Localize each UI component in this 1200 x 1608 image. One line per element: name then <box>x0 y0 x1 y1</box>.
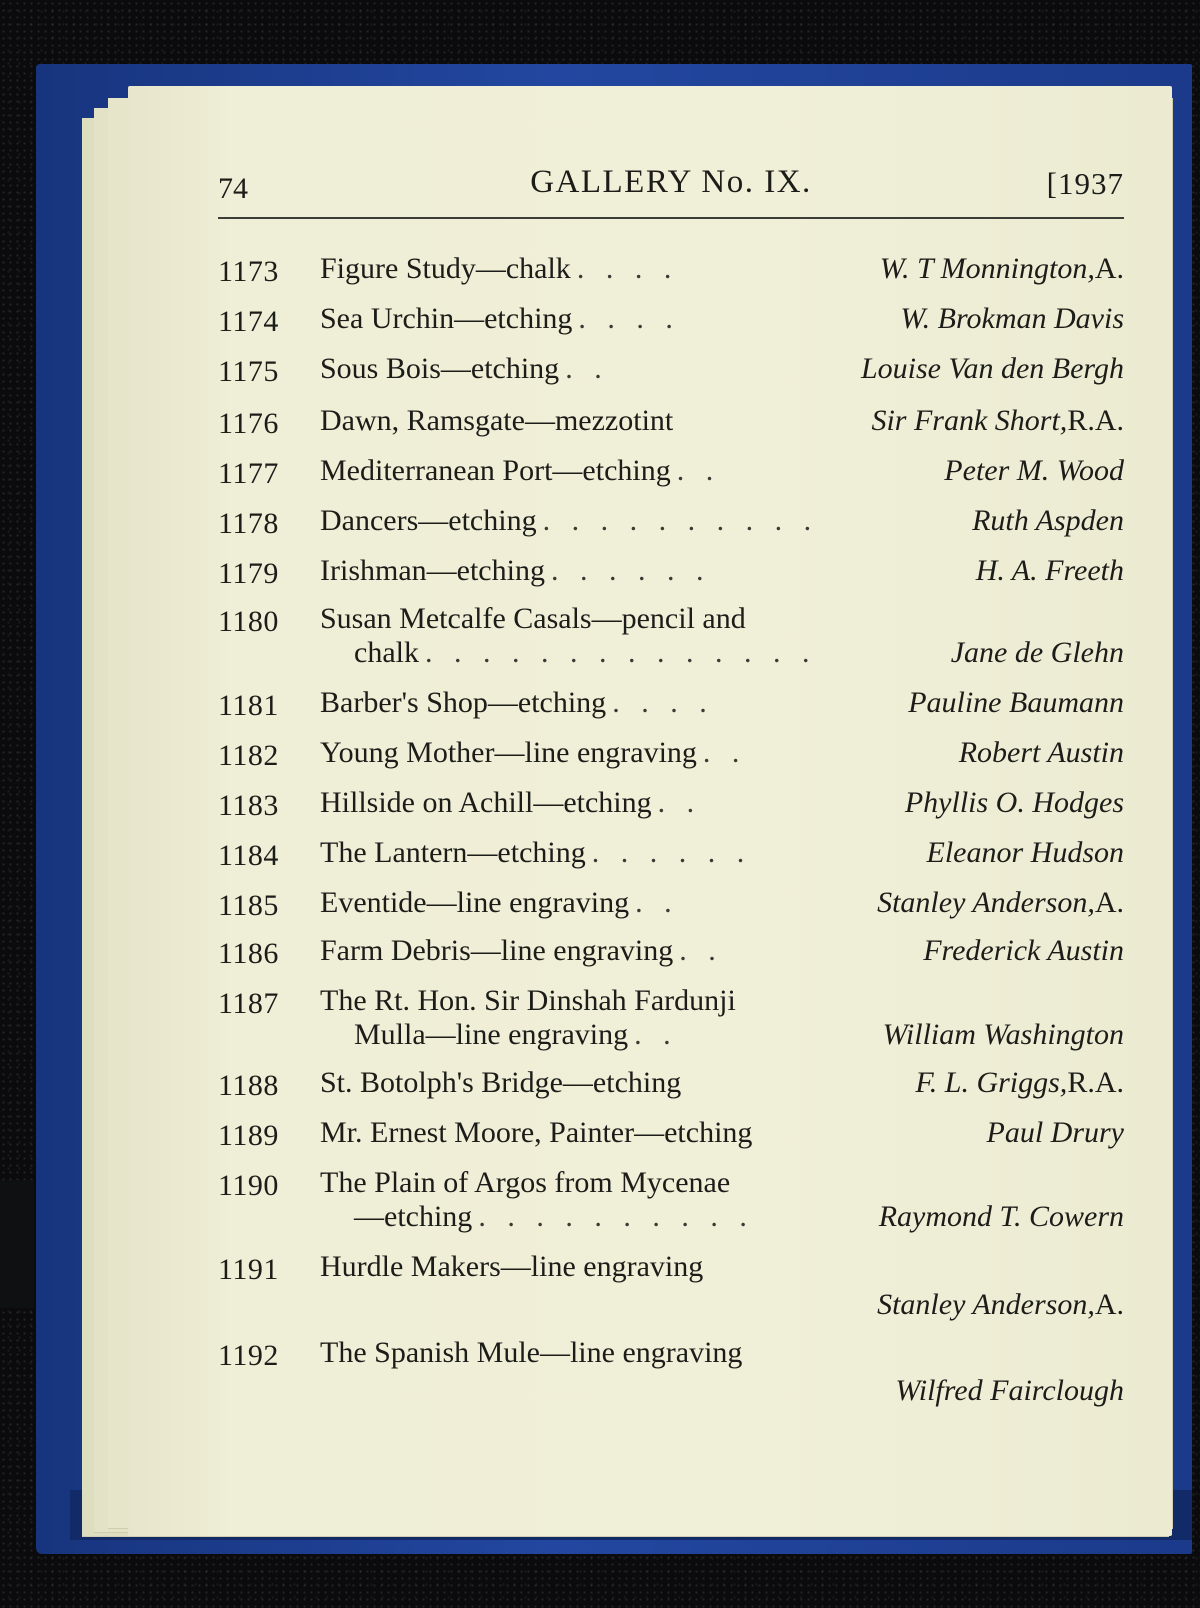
catalogue-entry <box>218 836 1124 870</box>
entry-artist: Louise Van den Bergh <box>860 352 1124 385</box>
entry-title: Figure Study—chalk <box>320 252 571 285</box>
entry-title: Susan Metcalfe Casals—pencil and <box>320 602 746 635</box>
catalogue-entry <box>218 984 1124 1052</box>
dot-leader: . . <box>702 736 747 769</box>
entry-artist: F. L. Griggs, <box>915 1066 1068 1099</box>
catalogue-entry <box>218 602 1124 670</box>
artist-distinction: A. <box>1094 1288 1124 1321</box>
entry-artist: Sir Frank Short, <box>871 404 1068 437</box>
entry-artist: Pauline Baumann <box>908 686 1124 719</box>
entry-artist: H. A. Freeth <box>975 554 1124 587</box>
dot-leader: . . <box>635 886 679 919</box>
entry-number: 1177 <box>218 457 279 490</box>
catalogue-entry <box>218 1250 1124 1322</box>
catalogue-entry <box>218 1336 1124 1408</box>
binding-strap <box>0 1180 34 1308</box>
entry-title: The Spanish Mule—line engraving <box>320 1336 743 1369</box>
header-rule <box>218 217 1124 219</box>
catalogue-entry <box>218 404 1124 438</box>
entry-title-continued: chalk <box>354 636 419 669</box>
catalogue-entry <box>218 934 1124 968</box>
entry-title: Irishman—etching <box>320 554 545 587</box>
entry-number: 1182 <box>218 739 279 772</box>
entry-title: Sea Urchin—etching <box>320 302 573 335</box>
entry-title: Mr. Ernest Moore, Painter—etching <box>320 1116 753 1149</box>
dot-leader: . . . . . . <box>591 836 752 869</box>
catalogue-page <box>128 86 1172 1536</box>
entry-number: 1173 <box>218 255 279 288</box>
catalogue-year: [1937 <box>1046 166 1124 201</box>
entry-title-continued: —etching <box>354 1200 473 1233</box>
entry-number: 1180 <box>218 605 279 638</box>
dot-leader: . . . . . . . . . . <box>478 1200 754 1233</box>
catalogue-entry <box>218 686 1124 720</box>
catalogue-entry <box>218 352 1124 386</box>
entry-artist: Wilfred Fairclough <box>895 1374 1124 1407</box>
artist-distinction: R.A. <box>1067 404 1124 437</box>
entry-artist: Phyllis O. Hodges <box>904 786 1124 819</box>
entry-artist: W. Brokman Davis <box>900 302 1124 335</box>
entry-artist: Frederick Austin <box>923 934 1124 967</box>
entry-number: 1184 <box>218 839 279 872</box>
entry-title: Hurdle Makers—line engraving <box>320 1250 704 1283</box>
entry-number: 1192 <box>218 1339 279 1372</box>
entry-title-continued: Mulla—line engraving <box>354 1018 629 1051</box>
entry-artist: W. T Monnington, <box>879 252 1095 285</box>
entry-title: St. Botolph's Bridge—etching <box>320 1066 682 1099</box>
catalogue-entry <box>218 786 1124 820</box>
dot-leader: . . <box>679 934 723 967</box>
artist-distinction: A. <box>1094 252 1124 285</box>
entry-title: Sous Bois—etching <box>320 352 560 385</box>
dot-leader: . . . . <box>578 302 680 335</box>
entry-title: Dawn, Ramsgate—mezzotint <box>320 404 674 437</box>
entry-title: Barber's Shop—etching <box>320 686 607 719</box>
catalogue-entry <box>218 736 1124 770</box>
entry-number: 1179 <box>218 557 279 590</box>
catalogue-entry <box>218 1166 1124 1234</box>
entry-artist: Ruth Aspden <box>972 504 1124 537</box>
entry-number: 1186 <box>218 937 279 970</box>
entry-artist: William Washington <box>882 1018 1124 1051</box>
entry-title: Young Mother—line engraving <box>320 736 697 769</box>
entry-artist: Eleanor Hudson <box>926 836 1124 869</box>
entry-artist: Robert Austin <box>958 736 1124 769</box>
entry-title: The Rt. Hon. Sir Dinshah Fardunji <box>320 984 736 1017</box>
entry-title: The Lantern—etching <box>320 836 586 869</box>
entry-artist: Jane de Glehn <box>950 636 1124 669</box>
catalogue-entry <box>218 302 1124 336</box>
catalogue-entry <box>218 1116 1124 1150</box>
entry-number: 1181 <box>218 689 279 722</box>
entry-number: 1190 <box>218 1169 279 1202</box>
dot-leader: . . . . <box>612 686 714 719</box>
artist-distinction: R.A. <box>1067 1066 1124 1099</box>
entry-artist: Peter M. Wood <box>944 454 1124 487</box>
dot-leader: . . <box>676 454 721 487</box>
entry-number: 1187 <box>218 987 279 1020</box>
entry-title: Hillside on Achill—etching <box>320 786 652 819</box>
entry-number: 1174 <box>218 305 279 338</box>
dot-leader: . . <box>634 1018 678 1051</box>
dot-leader: . . <box>565 352 609 385</box>
entry-artist: Raymond T. Cowern <box>878 1200 1124 1233</box>
artist-distinction: A. <box>1094 886 1124 919</box>
dot-leader: . . <box>657 786 702 819</box>
entry-list <box>218 236 1124 1408</box>
catalogue-entry <box>218 504 1124 538</box>
entry-artist: Stanley Anderson, <box>877 1288 1095 1321</box>
catalogue-entry <box>218 252 1124 286</box>
entry-number: 1178 <box>218 507 279 540</box>
entry-number: 1175 <box>218 355 279 388</box>
catalogue-entry <box>218 554 1124 588</box>
page-number: 74 <box>218 172 248 205</box>
catalogue-entry <box>218 454 1124 488</box>
entry-number: 1189 <box>218 1119 279 1152</box>
dot-leader: . . . . . . . . . . <box>542 504 819 537</box>
dot-leader: . . . . <box>576 252 679 285</box>
entry-number: 1188 <box>218 1069 279 1102</box>
catalogue-entry <box>218 1066 1124 1100</box>
entry-artist: Paul Drury <box>986 1116 1124 1149</box>
entry-artist: Stanley Anderson, <box>877 886 1095 919</box>
entry-number: 1176 <box>218 407 279 440</box>
entry-title: Mediterranean Port—etching <box>320 454 671 487</box>
entry-title: Farm Debris—line engraving <box>320 934 674 967</box>
entry-number: 1185 <box>218 889 279 922</box>
running-head <box>218 164 1124 210</box>
entry-title: Dancers—etching <box>320 504 537 537</box>
dot-leader: . . . . . . <box>550 554 711 587</box>
entry-number: 1183 <box>218 789 279 822</box>
gallery-title: GALLERY No. IX. <box>530 164 812 200</box>
dot-leader: . . . . . . . . . . . . . . <box>424 636 817 669</box>
entry-number: 1191 <box>218 1253 279 1286</box>
entry-title: Eventide—line engraving <box>320 886 630 919</box>
entry-title: The Plain of Argos from Mycenae <box>320 1166 731 1199</box>
catalogue-entry <box>218 886 1124 920</box>
